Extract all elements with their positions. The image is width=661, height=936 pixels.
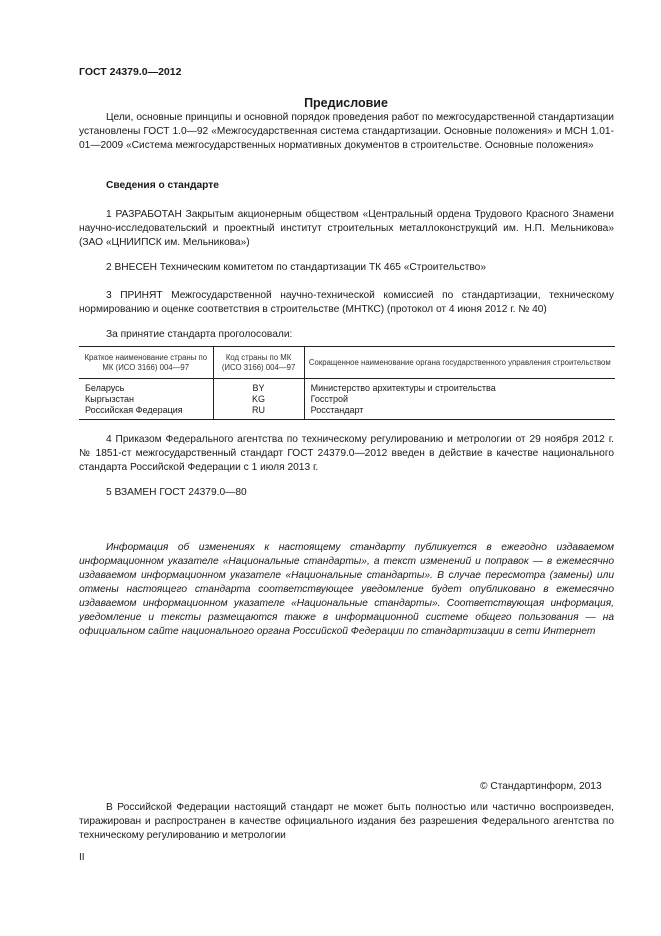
country-cell: Кыргызстан [79, 394, 213, 405]
column-header-code: Код страны по МК (ИСО 3166) 004—97 [213, 347, 304, 379]
country-cell: Российская Федерация [79, 405, 213, 420]
item-replaces: 5 ВЗАМЕН ГОСТ 24379.0—80 [106, 487, 247, 498]
table-row [79, 394, 615, 405]
authority-cell: Министерство архитектуры и строительства [310, 383, 496, 393]
rights-statement: В Российской Федерации настоящий стандарт не может быть полностью или частично воспроизведен, тиражирован и распространен в качестве официального издания без разрешения Федерального агентства по техническому регулированию и метрологии [79, 802, 614, 841]
item-adopted: 3 ПРИНЯТ Межгосударственной научно-технической комиссией по стандартизации, техническому нормированию и оценке соответствия в строительстве (МНТКС) (протокол от 4 июня 2012 г. № 40) [79, 290, 614, 315]
code-cell: BY [213, 379, 304, 395]
item-introduced: 2 ВНЕСЕН Техническим комитетом по стандартизации ТК 465 «Строительство» [106, 262, 486, 273]
page-number: II [79, 852, 85, 863]
vote-intro: За принятие стандарта проголосовали: [106, 329, 293, 340]
intro-paragraph: Цели, основные принципы и основной порядок проведения работ по межгосударственной стандартизации установлены ГОСТ 1.0—92 «Межгосударственная система стандартизации. Основные положения» и МСН 1.01-01—2009 «Система межгосударственных нормативных документов в строительстве. Основные положения» [79, 112, 614, 151]
column-header-authority: Сокращенное наименование органа государственного управления строительством [304, 347, 615, 379]
voting-table [79, 346, 615, 420]
amendments-notice: Информация об изменениях к настоящему стандарту публикуется в ежегодно издаваемом информационном указателе «Национальные стандарты», а текст изменений и поправок — в ежемесячно издаваемом информационном указателе «Национальные стандарты». В случае пересмотра (замены) или отмены настоящего стандарта соответствующее уведомление будет опубликовано в ежемесячно издаваемом информационном указателе «Национальные стандарты». Соответствующая информация, уведомление и тексты размещаются также в информационной системе общего пользования — на официальном сайте национального органа Российской Федерации по стандартизации в сети Интернет [79, 542, 614, 637]
table-row [79, 379, 615, 395]
item-enacted: 4 Приказом Федерального агентства по техническому регулированию и метрологии от 29 ноября 2012 г. № 1851-ст межгосударственный стандарт ГОСТ 24379.0—2012 введен в действие в качестве национального стандарта Российской Федерации с 1 июля 2013 г. [79, 434, 614, 473]
code-cell: KG [213, 394, 304, 405]
code-cell: RU [213, 405, 304, 420]
authority-cell: Госстрой [310, 394, 349, 404]
item-developed: 1 РАЗРАБОТАН Закрытым акционерным обществом «Центральный ордена Трудового Красного Знамени научно-исследовательский и проектный институт строительных металлоконструкций им. Н.П. Мельникова» (ЗАО «ЦНИИПСК им. Мельникова») [79, 209, 614, 248]
page-title: Предисловие [304, 96, 388, 110]
authority-cell: Росстандарт [310, 405, 364, 415]
column-header-country: Краткое наименование страны по МК (ИСО 3166) 004—97 [79, 347, 213, 379]
table-header-row [79, 347, 615, 379]
country-cell: Беларусь [79, 379, 213, 395]
about-standard-heading: Сведения о стандарте [106, 180, 219, 191]
document-header: ГОСТ 24379.0—2012 [79, 66, 182, 78]
table-row [79, 405, 615, 420]
copyright-notice: © Стандартинформ, 2013 [480, 781, 602, 792]
